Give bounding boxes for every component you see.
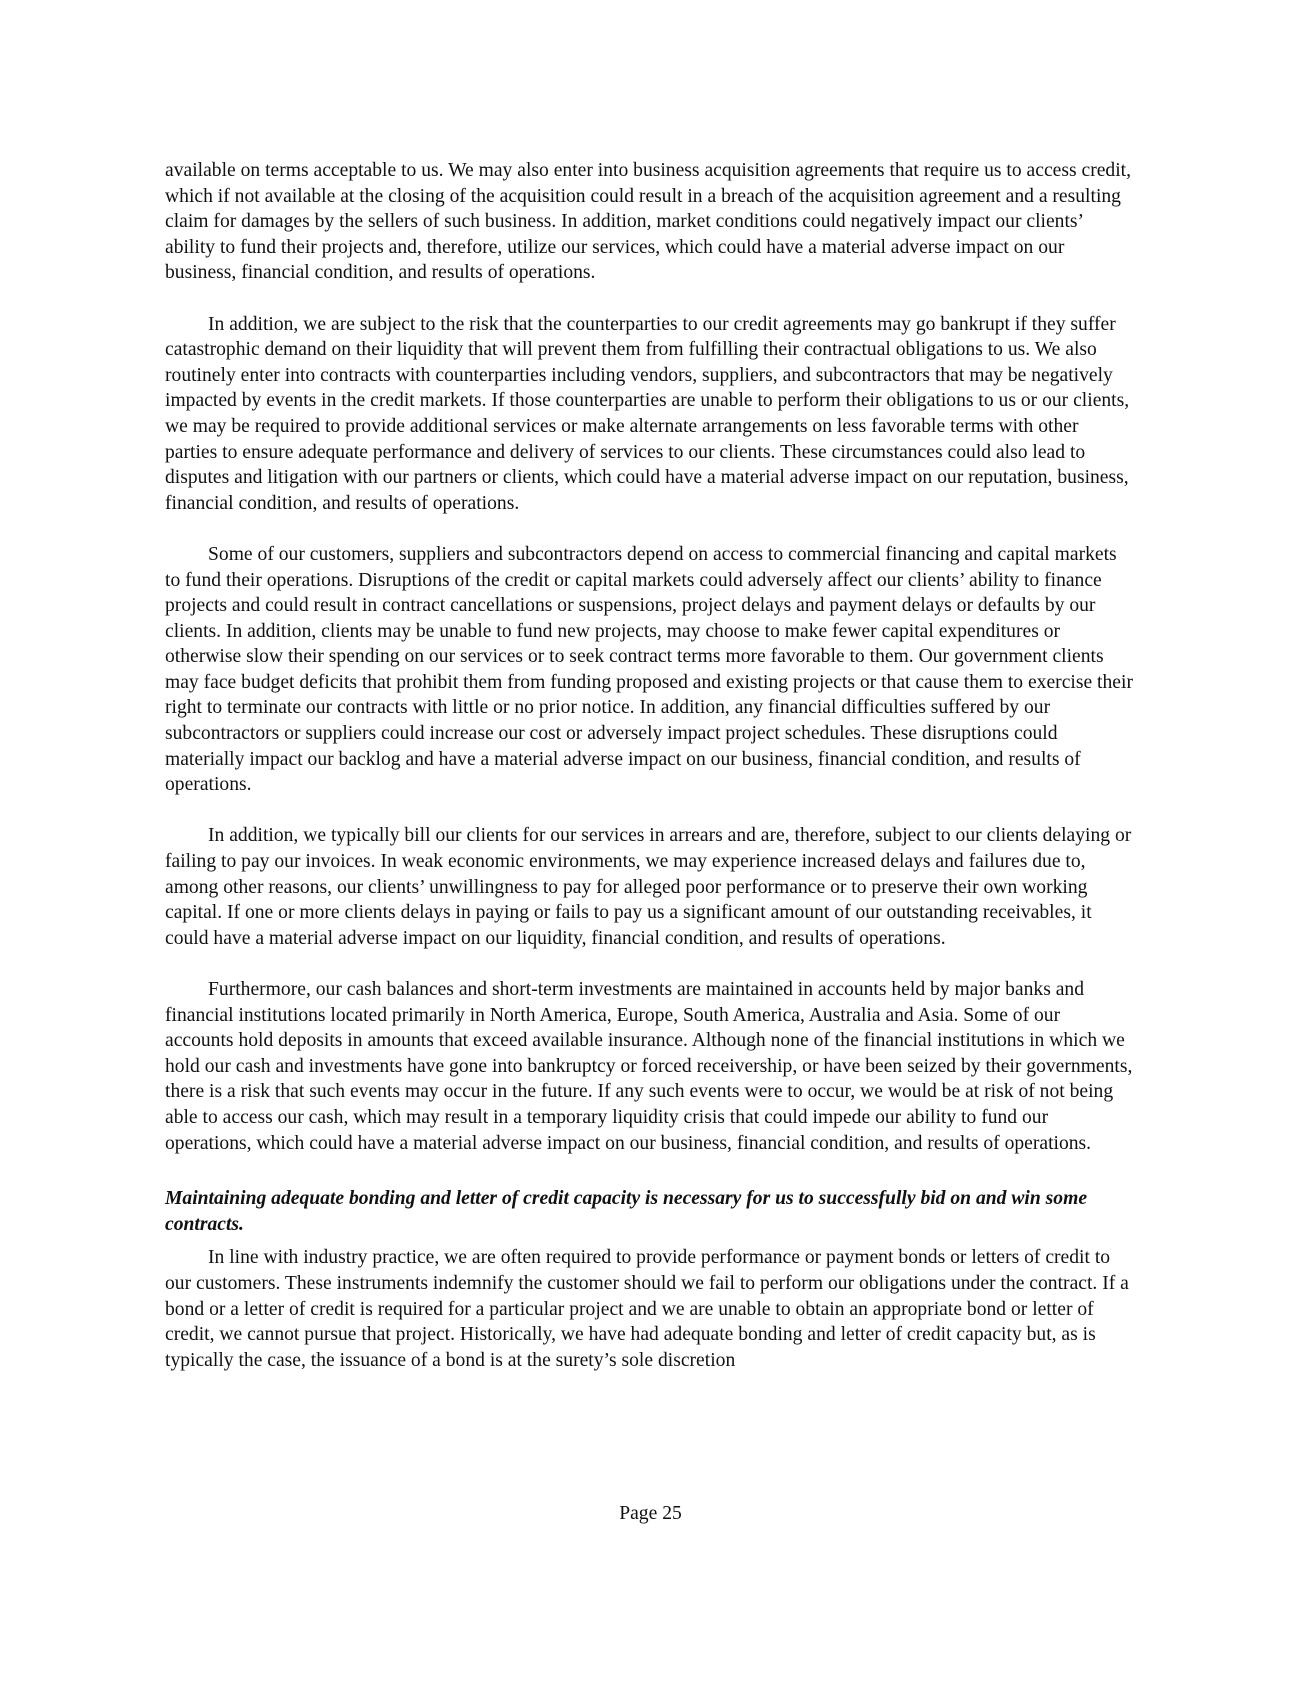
section-heading-bonding: Maintaining adequate bonding and letter of credit capacity is necessary for us to successfully bid on and win some contracts. bbox=[165, 1188, 1088, 1235]
paragraph-customer-financing: Some of our customers, suppliers and subcontractors depend on access to commercial financing and capital markets to fund their operations. Disruptions of the credit or capital markets could adversely affect our clients’ ability to finance projects and could result in contract cancellations or suspensions, project delays and payment delays or defaults by our clients. In addition, clients may be unable to fund new projects, may choose to make fewer capital expenditures or otherwise slow their spending on our services or to seek contract terms more favorable to them. Our government clients may face budget deficits that prohibit them from funding proposed and existing projects or that cause them to exercise their right to terminate our contracts with little or no prior notice. In addition, any financial difficulties suffered by our subcontractors or suppliers could increase our cost or adversely impact project schedules. These disruptions could materially impact our backlog and have a material adverse impact on our business, financial condition, and results of operations. bbox=[165, 543, 1133, 796]
paragraph-billing-arrears: In addition, we typically bill our clients for our services in arrears and are, therefore, subject to our clients delaying or failing to pay our invoices. In weak economic environments, we may experience increased delays and failures due to, among other reasons, our clients’ unwillingness to pay for alleged poor performance or to preserve their own working capital. If one or more clients delays in paying or fails to pay us a significant amount of our outstanding receivables, it could have a material adverse impact on our liquidity, financial condition, and results of operations. bbox=[165, 825, 1132, 949]
paragraph-bonding: In line with industry practice, we are often required to provide performance or payment bonds or letters of credit to our customers. These instruments indemnify the customer should we fail to perform our obligations under the contract. If a bond or a letter of credit is required for a particular project and we are unable to obtain an appropriate bond or letter of credit, we cannot pursue that project. Historically, we have had adequate bonding and letter of credit capacity but, as is typically the case, the issuance of a bond is at the surety’s sole discretion bbox=[165, 1247, 1129, 1371]
paragraph-cash-balances: Furthermore, our cash balances and short-term investments are maintained in accounts held by major banks and financial institutions located primarily in North America, Europe, South America, Australia and Asia. Some of our accounts hold deposits in amounts that exceed available insurance. Although none of the financial institutions in which we hold our cash and investments have gone into bankruptcy or forced receivership, or have been seized by their governments, there is a risk that such events may occur in the future. If any such events were to occur, we would be at risk of not being able to access our cash, which may result in a temporary liquidity crisis that could impede our ability to fund our operations, which could have a material adverse impact on our business, financial condition, and results of operations. bbox=[165, 979, 1133, 1154]
page-number: Page 25 bbox=[619, 1503, 682, 1524]
paragraph-continuation: available on terms acceptable to us. We may also enter into business acquisition agreements that require us to access credit, which if not available at the closing of the acquisition could result in a breach of the acquisition agreement and a resulting claim for damages by the sellers of such business. In addition, market conditions could negatively impact our clients’ ability to fund their projects and, therefore, utilize our services, which could have a material adverse impact on our business, financial condition, and results of operations. bbox=[165, 160, 1131, 284]
paragraph-counterparty-risk: In addition, we are subject to the risk that the counterparties to our credit agreements may go bankrupt if they suffer catastrophic demand on their liquidity that will prevent them from fulfilling their contractual obligations to us. We also routinely enter into contracts with counterparties including vendors, suppliers, and subcontractors that may be negatively impacted by events in the credit markets. If those counterparties are unable to perform their obligations to us or our clients, we may be required to provide additional services or make alternate arrangements on less favorable terms with other parties to ensure adequate performance and delivery of services to our clients. These circumstances could also lead to disputes and litigation with our partners or clients, which could have a material adverse impact on our reputation, business, financial condition, and results of operations. bbox=[165, 313, 1130, 514]
page-body bbox=[165, 158, 1133, 1373]
